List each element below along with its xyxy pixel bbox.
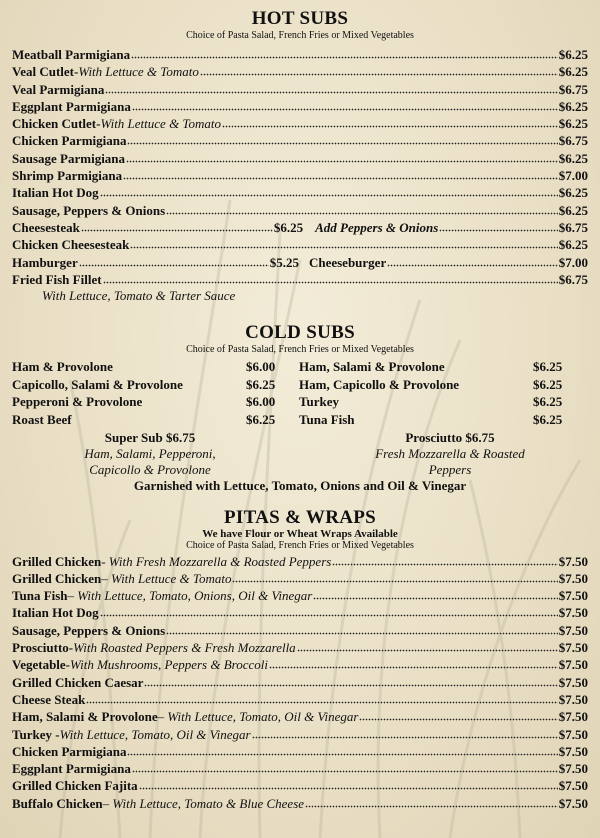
dot-leader [132, 760, 558, 773]
pita-wrap-menu-item [0, 674, 600, 691]
cold-item-name: Pepperoni & Provolone [12, 394, 143, 410]
hot-sub-menu-item [0, 132, 600, 149]
item-price: $7.50 [558, 709, 588, 725]
item-name: Sausage, Peppers & Onions [12, 202, 166, 218]
hot-sub-menu-item [0, 98, 600, 115]
item-description: With Lettuce, Tomato, Oil & Vinegar [59, 726, 251, 742]
cold-item-price: $6.00 [246, 394, 276, 410]
dot-leader [139, 777, 558, 790]
pita-wrap-menu-item [0, 587, 600, 604]
fried-fish-note: With Lettuce, Tomato & Tarter Sauce [42, 288, 236, 304]
dot-leader [200, 63, 558, 76]
item-price: $7.50 [558, 657, 588, 673]
item-price: $7.50 [558, 674, 588, 690]
item-price: $7.50 [558, 640, 588, 656]
cold-specials [0, 430, 600, 478]
pita-wrap-menu-item [0, 691, 600, 708]
item-price: $7.50 [558, 743, 588, 759]
cold-item-price: $6.00 [246, 359, 276, 375]
item-price: $7.50 [558, 605, 588, 621]
dot-leader [297, 639, 558, 652]
item-price: $7.50 [558, 726, 588, 742]
item-name: Cheese Steak [12, 691, 86, 707]
pita-wrap-menu-item [0, 570, 600, 587]
menu-item-fried-fish: Fried Fish Fillet $6.75 [12, 271, 588, 287]
item-price: $7.50 [558, 553, 588, 569]
pita-wrap-menu-item [0, 639, 600, 656]
item-price: $6.25 [558, 98, 588, 114]
dot-leader [166, 622, 558, 635]
item-name: Tuna Fish [12, 588, 68, 604]
hot-subs-subtitle: Choice of Pasta Salad, French Fries or Mixed Vegetables [186, 30, 414, 41]
dot-leader [166, 202, 558, 215]
dot-leader [127, 132, 557, 145]
hot-sub-menu-item [0, 202, 600, 219]
dot-leader [305, 795, 558, 808]
pita-wrap-menu-item [0, 622, 600, 639]
item-name: Prosciutto- [12, 640, 74, 656]
dot-leader [252, 726, 558, 739]
item-name: Italian Hot Dog [12, 605, 99, 621]
item-price: $6.25 [558, 64, 588, 80]
dot-leader [127, 743, 557, 756]
dot-leader [332, 553, 557, 566]
dot-leader [126, 150, 558, 163]
item-description: With Lettuce & Tomato [78, 64, 199, 80]
dot-leader [123, 167, 558, 180]
item-price: $7.50 [558, 691, 588, 707]
cold-item-price: $6.25 [533, 359, 563, 375]
cold-item-price: $6.25 [246, 376, 276, 392]
hot-subs-list [0, 46, 600, 219]
item-price: $6.25 [558, 150, 588, 166]
hot-sub-menu-item [0, 46, 600, 63]
item-name: Veal Cutlet- [12, 64, 79, 80]
cold-item-name: Roast Beef [12, 411, 72, 427]
item-price: $7.50 [558, 795, 588, 811]
cold-subs-grid [0, 359, 600, 429]
dot-leader [86, 691, 557, 704]
pita-wrap-menu-item [0, 553, 600, 570]
item-price: $7.50 [558, 588, 588, 604]
item-name: Italian Hot Dog [12, 185, 99, 201]
dot-leader [222, 115, 558, 128]
item-name: Vegetable- [12, 657, 71, 673]
item-price: $6.75 [558, 81, 588, 97]
cold-item-price: $6.25 [533, 411, 563, 427]
cold-item-price: $6.25 [533, 376, 563, 392]
item-name: Grilled Chicken Fajita [12, 778, 138, 794]
item-description: With Mushrooms, Peppers & Broccoli [70, 657, 269, 673]
dot-leader [132, 98, 558, 111]
pita-wrap-menu-item [0, 743, 600, 760]
item-name: Shrimp Parmigiana [12, 168, 123, 184]
item-name: Turkey - [12, 726, 60, 742]
hot-subs-title: HOT SUBS [251, 8, 349, 29]
pita-wrap-menu-item [0, 656, 600, 673]
item-description: – With Lettuce, Tomato, Oil & Vinegar [157, 709, 359, 725]
item-name: Veal Parmigiana [12, 81, 105, 97]
hot-sub-menu-item [0, 167, 600, 184]
pitas-wraps-title: PITAS & WRAPS [223, 506, 377, 528]
item-price: $7.00 [558, 168, 588, 184]
item-name: Eggplant Parmigiana [12, 98, 131, 114]
menu-item-cheesesteak: Cheesesteak $6.25 Add Peppers & Onions $6.75 [12, 219, 588, 235]
item-price: $6.25 [558, 202, 588, 218]
item-name: Sausage Parmigiana [12, 150, 126, 166]
cold-item-name: Ham & Provolone [12, 359, 113, 375]
item-price: $7.50 [558, 778, 588, 794]
item-name: Buffalo Chicken [12, 795, 103, 811]
dot-leader [232, 570, 557, 583]
item-price: $6.75 [558, 133, 588, 149]
dot-leader [144, 674, 557, 687]
hot-sub-menu-item [0, 81, 600, 98]
hot-sub-menu-item [0, 115, 600, 132]
hot-sub-menu-item [0, 63, 600, 80]
menu-item-hamburger: Hamburger $5.25 Cheeseburger $7.00 [12, 254, 588, 270]
item-name: Chicken Cutlet- [12, 116, 101, 132]
cold-subs-subtitle: Choice of Pasta Salad, French Fries or Mixed Vegetables [186, 344, 414, 356]
cold-item-name: Capicollo, Salami & Provolone [12, 376, 183, 392]
cold-subs-title: COLD SUBS [245, 322, 355, 344]
pitas-wraps-list [0, 553, 600, 812]
item-name: Chicken Parmigiana [12, 133, 127, 149]
cold-item-name: Tuna Fish [299, 411, 355, 427]
pita-wrap-menu-item [0, 795, 600, 812]
item-price: $6.25 [558, 185, 588, 201]
item-description: - With Fresh Mozzarella & Roasted Peppers [101, 553, 332, 569]
pitas-wraps-subtitle-1: We have Flour or Wheat Wraps Available [202, 527, 398, 540]
menu-item-chicken-cheesesteak: Chicken Cheesesteak $6.25 [12, 237, 588, 253]
pita-wrap-menu-item [0, 760, 600, 777]
cold-item-price: $6.25 [246, 411, 276, 427]
item-price: $7.50 [558, 761, 588, 777]
hot-sub-menu-item [0, 184, 600, 201]
dot-leader [105, 81, 557, 94]
item-description: – With Lettuce, Tomato & Blue Cheese [102, 795, 305, 811]
garnish-note: Garnished with Lettuce, Tomato, Onions and Oil & Vinegar [133, 477, 467, 493]
item-name: Chicken Parmigiana [12, 743, 127, 759]
dot-leader [100, 184, 558, 197]
pita-wrap-menu-item [0, 708, 600, 725]
pitas-wraps-subtitle-2: Choice of Pasta Salad, French Fries or Mixed Vegetables [186, 539, 414, 551]
dot-leader [313, 587, 557, 600]
item-name: Grilled Chicken Caesar [12, 674, 144, 690]
cold-item-name: Ham, Capicollo & Provolone [299, 376, 460, 392]
item-name: Eggplant Parmigiana [12, 761, 131, 777]
item-name: Sausage, Peppers & Onions [12, 622, 166, 638]
item-price: $6.25 [558, 116, 588, 132]
dot-leader [269, 656, 558, 669]
item-price: $7.50 [558, 570, 588, 586]
item-name: Grilled Chicken [12, 570, 102, 586]
super-sub: Super Sub $6.75 Ham, Salami, Pepperoni, Capicollo & Provolone [84, 429, 216, 477]
cold-item-price: $6.25 [533, 394, 563, 410]
dot-leader [100, 604, 558, 617]
item-description: – With Lettuce & Tomato [101, 570, 232, 586]
item-price: $6.25 [558, 47, 588, 62]
item-description: With Lettuce & Tomato [100, 116, 221, 132]
dot-leader [359, 708, 557, 721]
dot-leader [131, 46, 558, 59]
hot-sub-menu-item [0, 150, 600, 167]
cold-item-name: Ham, Salami & Provolone [299, 359, 445, 375]
cold-item-name: Turkey [299, 394, 339, 410]
prosciutto-sub: Prosciutto $6.75 Fresh Mozzarella & Roasted Peppers [375, 429, 525, 477]
item-description: With Roasted Peppers & Fresh Mozzarella [73, 640, 296, 656]
pita-wrap-menu-item [0, 777, 600, 794]
item-price: $7.50 [558, 622, 588, 638]
item-name: Grilled Chicken [12, 553, 102, 569]
item-name: Ham, Salami & Provolone [12, 709, 158, 725]
pita-wrap-menu-item [0, 604, 600, 621]
item-description: – With Lettuce, Tomato, Onions, Oil & Vinegar [67, 588, 313, 604]
pita-wrap-menu-item [0, 726, 600, 743]
item-name: Meatball Parmigiana [12, 47, 131, 62]
